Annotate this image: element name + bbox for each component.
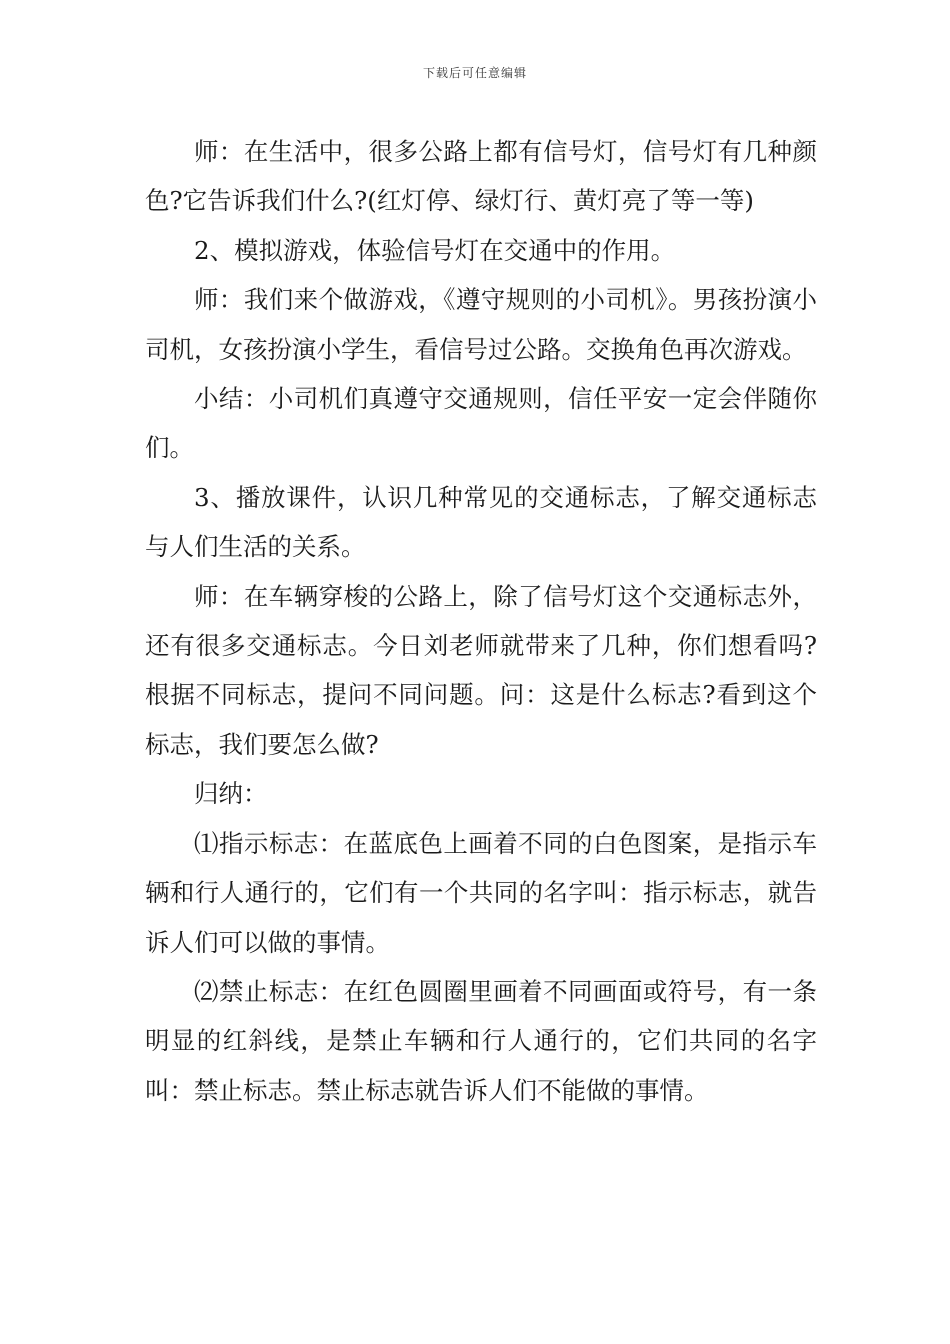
paragraph-indication-signs: ⑴指示标志：在蓝底色上画着不同的白色图案，是指示车辆和行人通行的，它们有一个共同的名字叫：指示标志，就告诉人们可以做的事情。: [145, 828, 817, 957]
paragraph-prohibition-signs: ⑵禁止标志：在红色圆圈里画着不同画面或符号，有一条明显的红斜线，是禁止车辆和行人通行的，它们共同的名字叫：禁止标志。禁止标志就告诉人们不能做的事情。: [145, 976, 817, 1105]
paragraph-summary: 小结：小司机们真遵守交通规则，信任平安一定会伴随你们。: [145, 384, 817, 463]
paragraph-teacher-traffic-signs: 师：在车辆穿梭的公路上，除了信号灯这个交通标志外，还有很多交通标志。今日刘老师就带来了几种，你们想看吗?根据不同标志，提问不同问题。问：这是什么标志?看到这个标志，我们要怎么做?: [145, 581, 817, 759]
paragraph-courseware: 3、播放课件，认识几种常见的交通标志，了解交通标志与人们生活的关系。: [145, 482, 817, 562]
paragraph-teacher-game: 师：我们来个做游戏，《遵守规则的小司机》。男孩扮演小司机，女孩扮演小学生，看信号过公路。交换角色再次游戏。: [145, 285, 817, 364]
document-body: [145, 127, 817, 1115]
paragraph-teacher-signal-lights: 师：在生活中，很多公路上都有信号灯，信号灯有几种颜色?它告诉我们什么?(红灯停、绿灯行、黄灯亮了等一等): [145, 137, 817, 216]
page-header-note: 下载后可任意编辑: [422, 66, 527, 80]
paragraph-conclusion-heading: 归纳：: [194, 779, 268, 809]
paragraph-simulation-game: 2、模拟游戏，体验信号灯在交通中的作用。: [194, 235, 676, 265]
